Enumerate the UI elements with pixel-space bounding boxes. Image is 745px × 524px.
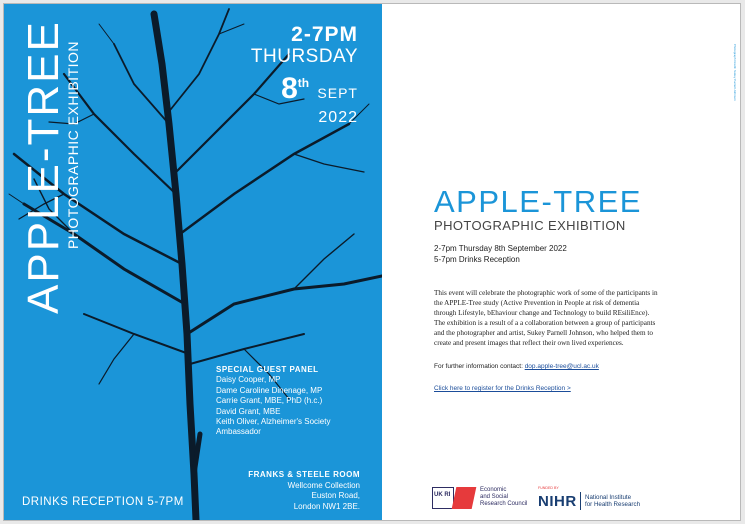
nihr-funded-tag: FUNDED BY	[538, 486, 559, 490]
guest-item: Keith Oliver, Alzheimer's Society	[216, 417, 331, 427]
venue-line: Euston Road,	[311, 491, 360, 501]
guest-panel	[216, 365, 330, 438]
register-link[interactable]: Click here to register for the Drinks Reception >	[434, 385, 571, 392]
nihr-divider	[580, 492, 581, 510]
invitation-spread	[3, 3, 741, 521]
poster-subtitle: PHOTOGRAPHIC EXHIBITION	[65, 40, 81, 250]
guest-heading: SPECIAL GUEST PANEL	[216, 365, 319, 374]
poster-date-line	[251, 68, 358, 108]
poster-day: THURSDAY	[250, 46, 358, 67]
poster-title: APPLE-TREE	[19, 20, 68, 314]
details-title: APPLE-TREE	[434, 184, 642, 219]
nihr-name	[585, 494, 640, 509]
details-time: 2-7pm Thursday 8th September 2022	[434, 244, 567, 253]
venue-line: London NW1 2BE.	[293, 501, 360, 511]
poster-month: SEPT	[317, 85, 358, 101]
nihr-line: for Health Research	[585, 501, 641, 509]
poster-time: 2-7PM	[291, 23, 358, 46]
details-drinks-time: 5-7pm Drinks Reception	[434, 255, 520, 264]
nihr-line: National Institute	[585, 494, 632, 501]
details-body: This event will celebrate the photographic work of some of the participants in the APPLE-Tree study (Active Prevention in People at risk of dementia through Lifestyle, bEhaviour change and Technology to build REsiliEnce). The exhibition is a result of a a collaboration between a group of participants and the photographer and artist, Sukey Parnell Johnson, who helped them to create and present images that reflect their own lived experiences.	[434, 289, 658, 348]
poster-date	[251, 24, 358, 128]
venue-heading: FRANKS & STEELE ROOM	[248, 470, 360, 479]
guest-item: David Grant, MBE	[216, 406, 281, 416]
guest-item: Dame Caroline Dinenage, MP	[216, 385, 323, 395]
guest-item: Ambassador	[216, 427, 261, 437]
ukri-logo-text: UK RI	[434, 492, 451, 498]
guest-item: Carrie Grant, MBE, PhD (h.c.)	[216, 396, 323, 406]
photo-credit: Photograph Credit: Sukey Parnell Johnson	[733, 44, 737, 101]
esrc-line: Research Council	[480, 501, 528, 507]
poster-year: 2022	[318, 109, 358, 126]
logo-strip	[432, 484, 662, 514]
nihr-logo: NIHR	[538, 493, 577, 510]
ukri-logo	[432, 487, 454, 509]
drinks-reception: DRINKS RECEPTION 5-7PM	[22, 496, 184, 508]
poster-date-number: 8	[281, 72, 298, 105]
details-panel	[382, 4, 740, 520]
esrc-line: and Social	[480, 494, 509, 500]
details-subtitle: PHOTOGRAPHIC EXHIBITION	[434, 218, 626, 233]
venue-line: Wellcome Collection	[287, 480, 360, 490]
contact-line	[434, 363, 599, 370]
poster-date-suffix: th	[297, 76, 310, 90]
esrc-name	[480, 487, 527, 508]
guest-item: Daisy Cooper, MP	[216, 375, 281, 385]
venue-block	[248, 470, 360, 512]
poster-panel	[4, 4, 382, 520]
esrc-line: Economic	[480, 487, 507, 493]
contact-email-link[interactable]: dop.apple-tree@ucl.ac.uk	[524, 363, 599, 370]
contact-label: For further information contact:	[434, 363, 523, 370]
ukri-red-bar	[452, 487, 477, 509]
